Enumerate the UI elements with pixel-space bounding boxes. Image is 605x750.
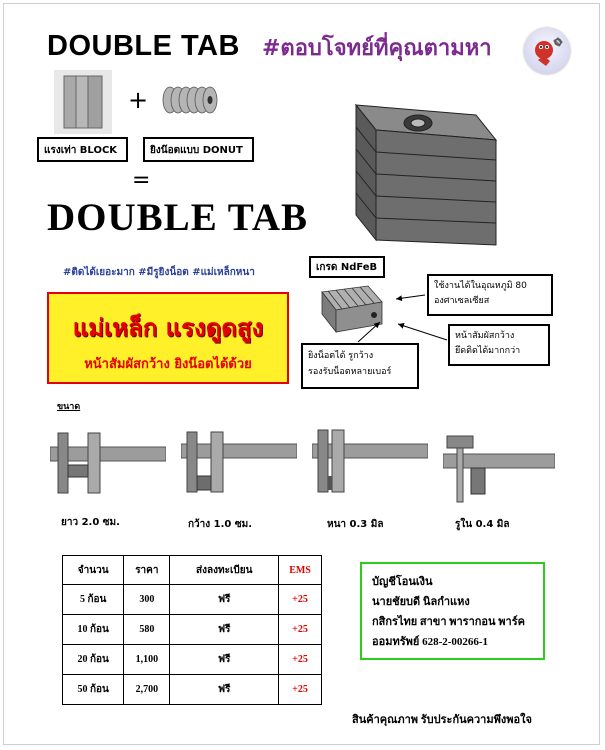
header-hashtag: #ตอบโจทย์ที่คุณตามหา <box>262 36 492 61</box>
size-length-caption: ยาว 2.0 ซม. <box>61 517 120 528</box>
cell-shipping: ฟรี <box>170 645 279 675</box>
contact-line2: ยึดติดได้มากกว่า <box>455 346 521 356</box>
footer-note: สินค้าคุณภาพ รับประกันความพึงพอใจ <box>352 714 532 726</box>
cell-quantity: 20 ก้อน <box>63 645 124 675</box>
size-width-caption: กว้าง 1.0 ซม. <box>188 519 253 530</box>
size-hole-caption: รูใน 0.4 มิล <box>455 519 510 530</box>
cell-shipping: ฟรี <box>170 675 279 705</box>
bank-line3: กสิกรไทย สาขา พารากอน พาร์ค <box>372 616 526 628</box>
block-label: แรงเท่า BLOCK <box>37 137 128 162</box>
header-registered-shipping: ส่งลงทะเบียน <box>170 556 279 585</box>
grade-label: เกรด NdFeB <box>309 256 385 278</box>
product-title: DOUBLE TAB <box>47 196 309 239</box>
header-quantity: จำนวน <box>63 556 124 585</box>
cell-shipping: ฟรี <box>170 615 279 645</box>
contact-line1: หน้าสัมผัสกว้าง <box>455 331 515 341</box>
banner-line1: แม่เหล็ก แรงดูดสูง <box>72 314 264 342</box>
caliper-width-image <box>181 430 297 506</box>
price-table-header-row <box>63 556 322 585</box>
caliper-length-image <box>50 425 166 505</box>
hashtags: #ติดได้เยอะมาก #มีรูยิงน็อต #แม่เหล็กหนา <box>63 267 255 278</box>
cell-quantity: 50 ก้อน <box>63 675 124 705</box>
cell-quantity: 10 ก้อน <box>63 615 124 645</box>
cell-ems: +25 <box>279 585 322 615</box>
cell-ems: +25 <box>279 645 322 675</box>
banner-line2: หน้าสัมผัสกว้าง ยิงน๊อตได้ด้วย <box>84 357 252 372</box>
cell-ems: +25 <box>279 675 322 705</box>
plus-sign: + <box>128 86 149 114</box>
screw-line1: ยิงน็อตได้ รูกว้าง <box>308 351 374 361</box>
bank-line1: บัญชีโอนเงิน <box>372 576 433 588</box>
temperature-line2: องศาเซลเซียส <box>434 296 490 306</box>
cell-shipping: ฟรี <box>170 585 279 615</box>
screw-line2: รองรับน็อตหลายเบอร์ <box>308 367 392 377</box>
caliper-hole-image <box>443 432 555 506</box>
bank-line2: นายชัยบดี นิลกำแหง <box>372 596 470 608</box>
header-title: DOUBLE TAB <box>47 30 240 62</box>
bank-account-box <box>360 562 545 660</box>
table-row <box>63 645 322 675</box>
table-row <box>63 585 322 615</box>
cell-quantity: 5 ก้อน <box>63 585 124 615</box>
bank-line4: ออมทรัพย์ 628-2-00266-1 <box>372 636 489 648</box>
cell-price: 580 <box>124 615 170 645</box>
cell-ems: +25 <box>279 615 322 645</box>
header-price: ราคา <box>124 556 170 585</box>
price-table <box>62 555 322 705</box>
table-row <box>63 615 322 645</box>
temperature-line1: ใช้งานได้ในอุณหภูมิ 80 <box>434 281 527 291</box>
caliper-thickness-image <box>312 428 428 506</box>
cell-price: 1,100 <box>124 645 170 675</box>
cell-price: 300 <box>124 585 170 615</box>
size-thickness-caption: หนา 0.3 มิล <box>327 519 384 530</box>
equals-sign: = <box>132 168 151 193</box>
size-heading: ขนาด <box>57 402 81 412</box>
cell-price: 2,700 <box>124 675 170 705</box>
table-row <box>63 675 322 705</box>
header-ems: EMS <box>279 556 322 585</box>
donut-label: ยิงน๊อตแบบ DONUT <box>143 137 254 162</box>
